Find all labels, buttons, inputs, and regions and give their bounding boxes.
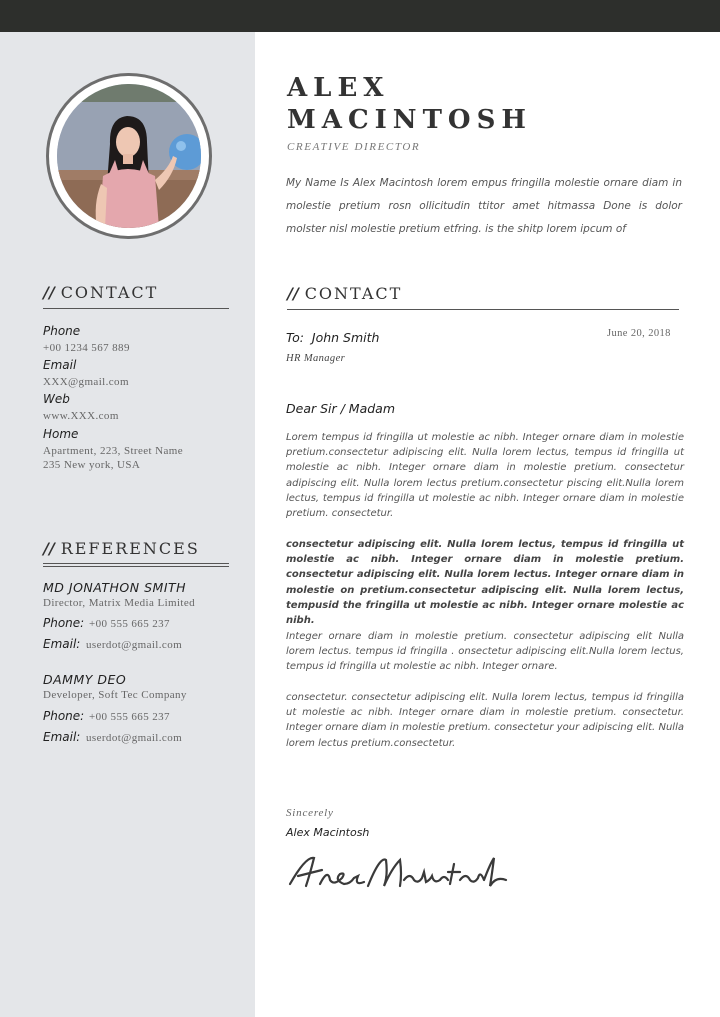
letter-paragraph: Integer ornare diam in molestie pretium. consectetur adipiscing elit Nulla lorem lectus. tempus id fringilla . onsectetur adipiscing elit.Nulla lorem lectus, tempus id fringilla ut molestie ac nibh. Integer ornare. (286, 631, 684, 673)
reference-email: userdot@gmail.com (86, 732, 183, 744)
signature-scribble (284, 850, 514, 899)
letter-paragraph: consectetur. consectetur adipiscing elit. Nulla lorem lectus, tempus id fringilla ut molestie ac nibh. Integer ornare diam in molestie pretium. consectetur. Integer ornare diam in molestie pretium. consectetur your adipiscing elit. Nulla lorem lectus pretium.consectetur. (286, 692, 684, 749)
reference-phone: +00 555 665 237 (89, 711, 170, 723)
reference-phone-label: Phone: (43, 709, 85, 723)
letter-contact-heading: // CONTACT (287, 284, 403, 303)
recipient-line (286, 330, 379, 345)
closing: Sincerely (286, 807, 334, 819)
divider (43, 308, 229, 309)
profile-photo-frame (46, 73, 212, 239)
contact-value-web: www.XXX.com (43, 410, 119, 422)
contact-label-email: Email (43, 358, 77, 372)
reference-email-label: Email: (43, 730, 81, 744)
reference-email: userdot@gmail.com (86, 639, 183, 651)
sidebar-contact-heading: // CONTACT (43, 283, 159, 302)
reference-title: Director, Matrix Media Limited (43, 597, 196, 609)
contact-value-home-line2: 235 New york, USA (43, 459, 141, 471)
references-heading: // REFERENCES (43, 539, 200, 558)
divider (43, 563, 229, 564)
intro-paragraph: My Name Is Alex Macintosh lorem empus fringilla molestie ornare diam in molestie pretium rosn ollicitudin ttitor amet hitmassa Done is dolor molster nisl molestie pretium etfring. is the shitp lorem ipcum of (286, 177, 682, 235)
reference-title: Developer, Soft Tec Company (43, 689, 187, 701)
recipient-name: John Smith (311, 330, 380, 345)
reference-name: DAMMY DEO (43, 672, 127, 687)
candidate-role: CREATIVE DIRECTOR (287, 141, 421, 153)
reference-phone: +00 555 665 237 (89, 618, 170, 630)
slash-icon: // (287, 284, 299, 303)
reference-name: MD JONATHON SMITH (43, 580, 187, 595)
top-bar (0, 0, 720, 32)
profile-photo (57, 84, 201, 228)
recipient-title: HR Manager (286, 353, 346, 364)
divider (43, 566, 229, 567)
first-name: ALEX (287, 73, 390, 103)
contact-value-email: XXX@gmail.com (43, 376, 129, 388)
contact-value-home-line1: Apartment, 223, Street Name (43, 445, 184, 457)
last-name: MACINTOSH (287, 105, 532, 135)
contact-label-web: Web (43, 392, 70, 406)
letter-date: June 20, 2018 (607, 328, 671, 339)
slash-icon: // (43, 283, 55, 302)
slash-icon: // (43, 539, 55, 558)
salutation: Dear Sir / Madam (286, 401, 396, 416)
reference-phone-label: Phone: (43, 616, 85, 630)
contact-label-home: Home (43, 427, 79, 441)
to-label: To: (286, 330, 304, 345)
signer-name: Alex Macintosh (286, 826, 370, 839)
reference-email-label: Email: (43, 637, 81, 651)
divider (287, 309, 679, 310)
contact-value-phone: +00 1234 567 889 (43, 342, 130, 354)
letter-paragraph: Lorem tempus id fringilla ut molestie ac nibh. Integer ornare diam in molestie pretium.consectetur adipiscing elit. Nulla lorem lectus, tempus id fringilla ut molestie ac nibh. Integer ornare diam in molestie pretium. consectetur adipiscing elit. Nulla lorem lectus pretium.consectetur piscing elit.Nulla lorem lectus, tempus id fringilla ut molestie ac nibh. Integer ornare diam in molestie pretium. consectetur. (286, 432, 684, 520)
candidate-name (287, 72, 532, 136)
letter-paragraph: consectetur adipiscing elit. Nulla lorem lectus, tempus id fringilla ut molestie ac nibh. Integer ornare diam in molestie pretium. consectetur adipiscing elit. Nulla lorem lectus. Integer ornare diam in molestie on pretium.consectetur adipiscing elit. Nulla lorem lectus, tempusid the fringilla ut molestie ac nibh. Integer ornare molestie ac nibh. (286, 539, 684, 627)
contact-label-phone: Phone (43, 324, 81, 338)
